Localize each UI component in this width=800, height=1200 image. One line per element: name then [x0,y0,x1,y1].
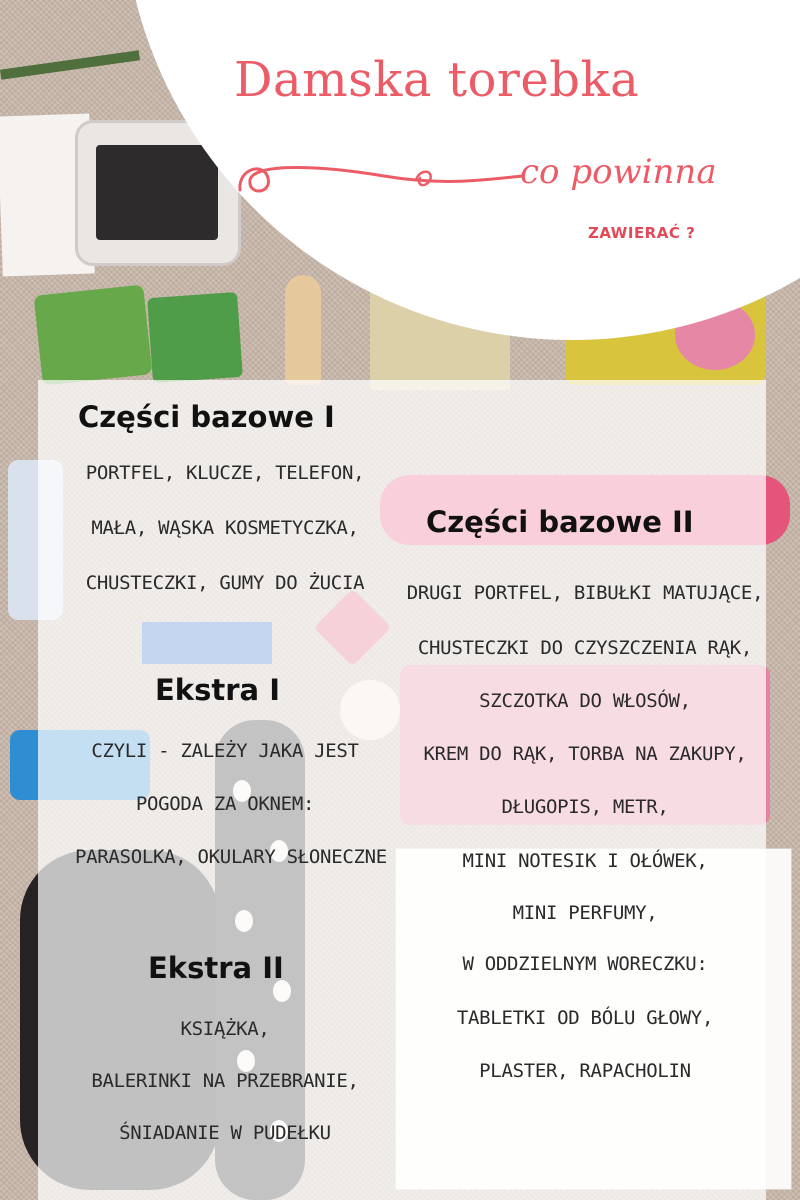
tissues-pack-2 [147,292,243,383]
list-item: CHUSTECZKI DO CZYSZCZENIA RĄK, [417,637,753,659]
flourish-ornament [234,150,524,210]
list-item: ŚNIADANIE W PUDEŁKU [119,1122,331,1144]
list-item: MINI PERFUMY, [512,902,658,924]
list-item: W ODDZIELNYM WORECZKU: [462,953,708,975]
wooden-spatula [285,275,321,385]
list-item: MAŁA, WĄSKA KOSMETYCZKA, [91,517,359,539]
ribbon [0,50,140,79]
list-item: BALERINKI NA PRZEBRANIE, [91,1070,359,1092]
tissues-pack [34,284,153,385]
list-item: POGODA ZA OKNEM: [135,793,315,815]
list-item: PORTFEL, KLUCZE, TELEFON, [85,462,365,484]
section-heading-ekstra-2: Ekstra II [148,951,284,985]
section-heading-bazowe-2: Części bazowe II [426,505,694,539]
page-subtitle-2: ZAWIERAĆ ? [588,224,696,242]
list-item: KREM DO RĄK, TORBA NA ZAKUPY, [423,743,747,765]
list-item: CHUSTECZKI, GUMY DO ŻUCIA [85,572,365,594]
list-item: CZYLI - ZALEŻY JAKA JEST [91,740,359,762]
list-item: DRUGI PORTFEL, BIBUŁKI MATUJĄCE, [406,582,764,604]
list-item: MINI NOTESIK I OŁÓWEK, [462,850,708,872]
page-title: Damska torebka [234,52,640,108]
list-item: PARASOLKA, OKULARY SŁONECZNE [75,846,387,868]
section-heading-ekstra-1: Ekstra I [155,673,280,707]
list-item: SZCZOTKA DO WŁOSÓW, [479,690,691,712]
list-item: DŁUGOPIS, METR, [501,796,669,818]
page-subtitle: co powinna [520,152,717,192]
list-item: PLASTER, RAPACHOLIN [479,1060,691,1082]
list-item: TABLETKI OD BÓLU GŁOWY, [456,1007,714,1029]
list-item: KSIĄŻKA, [180,1018,270,1040]
section-heading-bazowe-1: Części bazowe I [78,400,335,434]
